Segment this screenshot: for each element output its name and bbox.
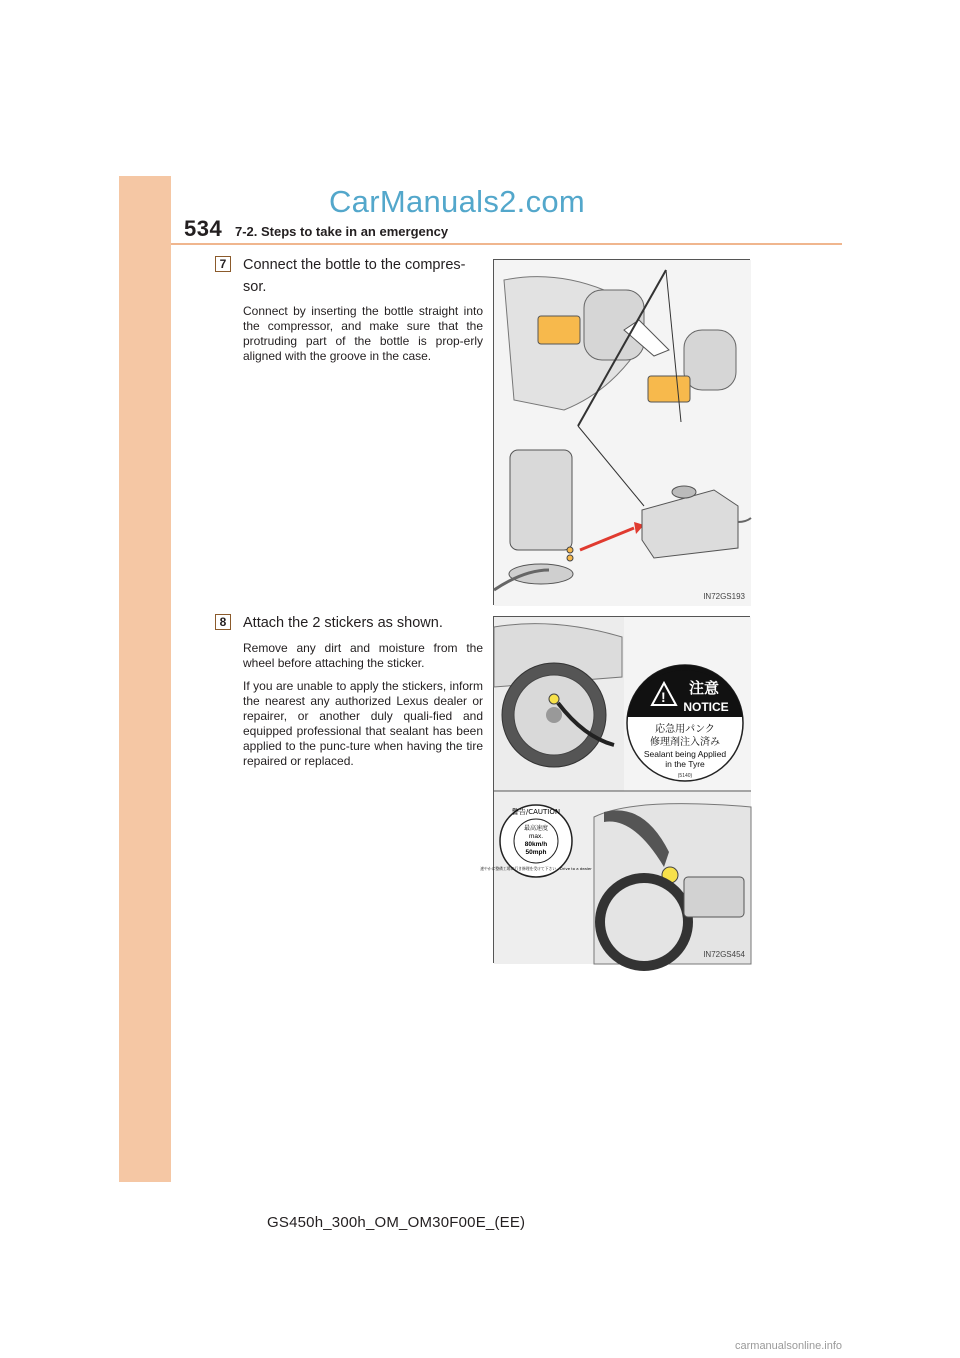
- caution-title: 警告/CAUTION: [511, 808, 561, 816]
- footer-code: GS450h_300h_OM_OM30F00E_(EE): [267, 1214, 526, 1231]
- figure-stickers: [480, 616, 750, 963]
- watermark-bottom[interactable]: carmanualsonline.info: [735, 1340, 843, 1352]
- chapter-sidebar: [119, 176, 171, 1182]
- wheel-sticker-spot: [549, 694, 559, 704]
- step-8-paragraph-1: Remove any dirt and moisture from the wheel before attaching the sticker.: [243, 641, 483, 670]
- notice-line-2: 修理剤注入済み: [650, 737, 720, 748]
- caution-line-2: max.: [528, 833, 544, 840]
- step-7-body: [243, 304, 483, 372]
- figure-bottle-compressor: [493, 259, 750, 605]
- notice-title-jp: 注意: [688, 679, 720, 697]
- groove-highlight-icon: [538, 316, 580, 344]
- notice-line-1: 応急用パンク: [655, 724, 715, 735]
- sticker-placement-illustration: [480, 617, 751, 964]
- step-7-badge: 7: [215, 256, 231, 272]
- svg-text:!: !: [661, 689, 666, 705]
- step-7-heading: Connect the bottle to the compres-sor.: [243, 257, 466, 295]
- caution-ring-text: 速やかに整備工場に行き修理を受けて下さい - Drive to a dealer: [480, 866, 592, 871]
- step-8-badge: 8: [215, 614, 231, 630]
- bottle-compressor-illustration: [494, 260, 751, 606]
- notice-line-4: in the Tyre: [665, 759, 705, 769]
- watermark-top[interactable]: CarManuals2.com: [329, 184, 586, 219]
- caution-line-3: 80km/h: [524, 841, 548, 848]
- step-8-body: [243, 641, 483, 777]
- sealant-bottle: [510, 450, 572, 550]
- notice-line-3: Sealant being Applied: [643, 749, 727, 759]
- step-8-paragraph-2: If you are unable to apply the stickers, inform the nearest any authorized Lexus dealer or repairer, or another duly quali-fied and equipped professional that sealant has been applied to the punc-ture when having the tire repaired or replaced.: [243, 679, 483, 768]
- step-8-heading: Attach the 2 stickers as shown.: [243, 615, 443, 631]
- caution-line-4: 50mph: [525, 849, 547, 856]
- header-rule: [171, 243, 842, 245]
- notice-title-en: NOTICE: [683, 700, 729, 714]
- notice-code: (5140): [677, 773, 693, 779]
- section-title: 7-2. Steps to take in an emergency: [235, 224, 449, 239]
- page-number: 534: [184, 216, 223, 241]
- step-7-paragraph: Connect by inserting the bottle straight into the compressor, and make sure that the protruding part of the bottle is prop-erly aligned with the groove in the case.: [243, 304, 483, 363]
- figure-code-2: IN72GS454: [703, 950, 745, 959]
- caution-line-1: 最高速度: [523, 825, 549, 832]
- figure-code: IN72GS193: [703, 592, 745, 601]
